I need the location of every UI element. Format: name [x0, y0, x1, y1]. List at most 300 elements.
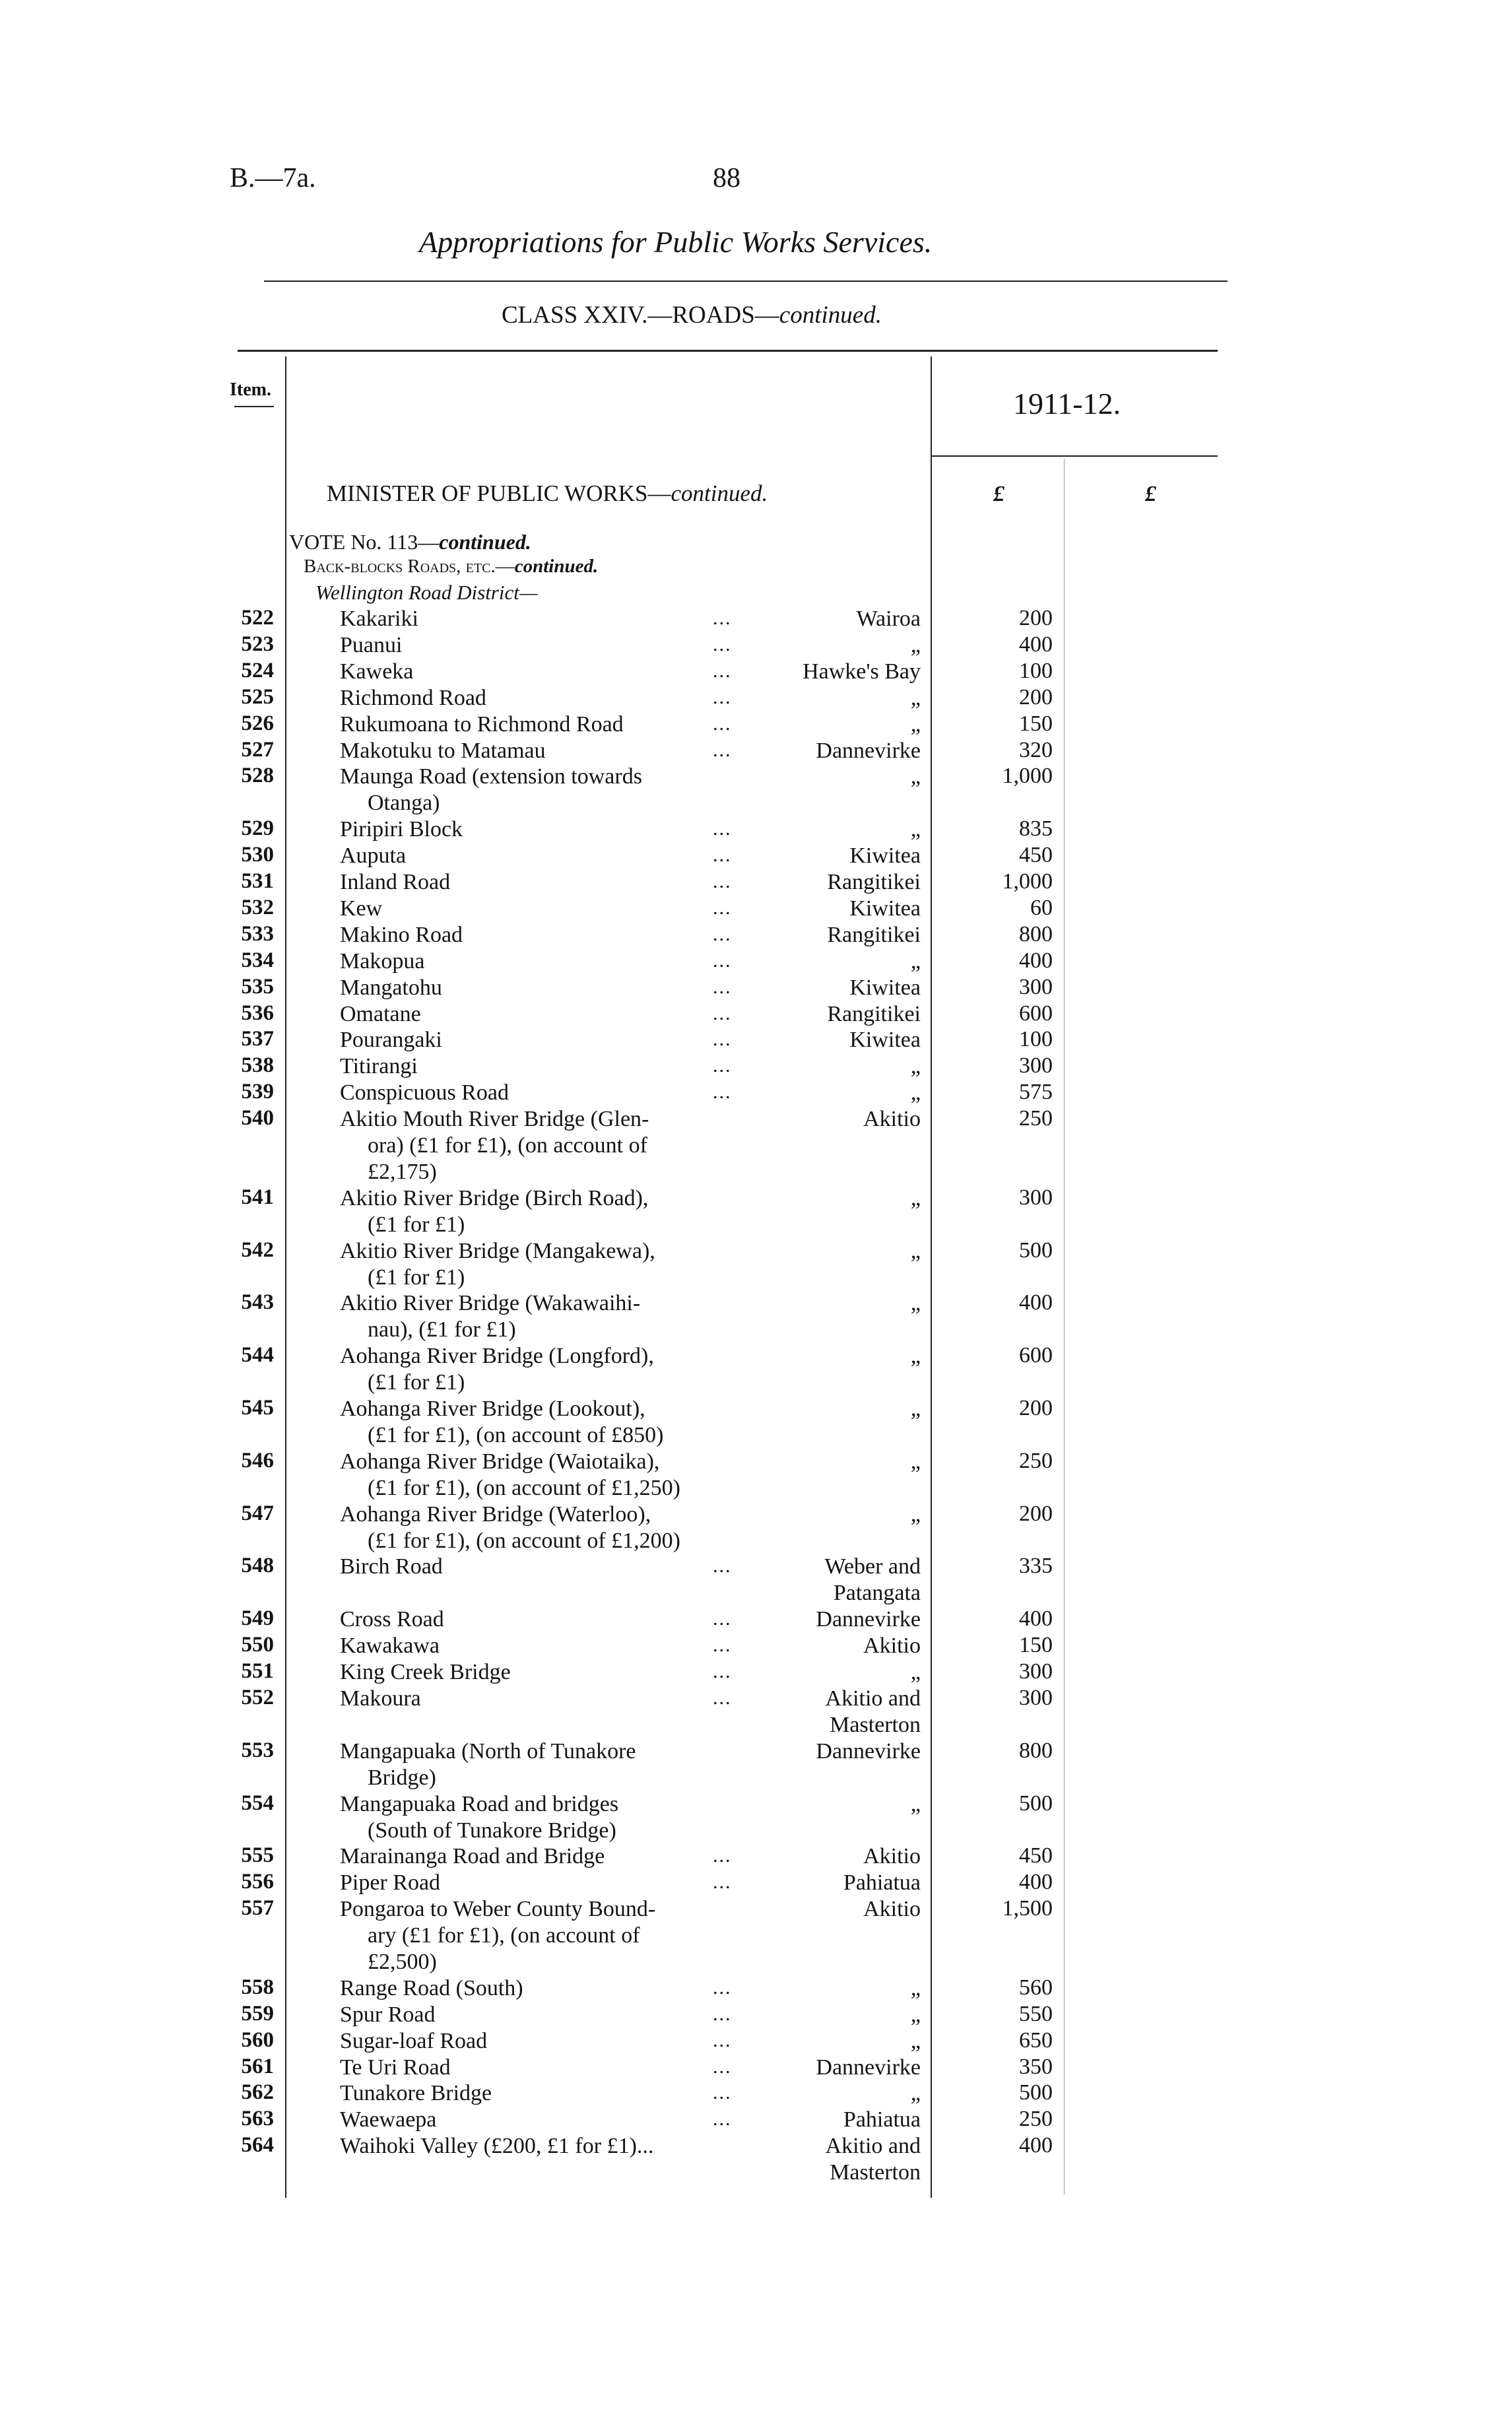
- district-line: „: [910, 1344, 921, 1369]
- item-number: 535: [241, 974, 274, 999]
- item-description: [340, 922, 742, 948]
- description-line: Waewaepa: [340, 2107, 437, 2132]
- item-amount: 575: [1019, 1080, 1053, 1105]
- item-district: [766, 711, 921, 738]
- item-amount: 450: [1019, 843, 1053, 868]
- item-district: [766, 2055, 921, 2081]
- item-amount: 350: [1019, 2054, 1053, 2079]
- item-number: 559: [241, 2001, 274, 2026]
- description-line: Waihoki Valley (£200, £1 for £1)...: [340, 2134, 654, 2159]
- description-line: Aohanga River Bridge (Longford),: [340, 1344, 654, 1369]
- district-line: „: [910, 632, 921, 657]
- item-number: 531: [241, 869, 274, 893]
- item-district: [766, 1659, 921, 1686]
- item-amount: 800: [1019, 1738, 1053, 1763]
- item-amount: 100: [1019, 658, 1053, 683]
- leader-dots: ...: [713, 975, 732, 998]
- description-line: Kaweka: [340, 659, 414, 684]
- item-number: 523: [241, 632, 274, 656]
- item-amount: 400: [1019, 632, 1053, 657]
- leader-dots: ...: [713, 1028, 732, 1051]
- description-line: Akitio River Bridge (Wakawaihi-: [340, 1291, 641, 1316]
- item-amount: 300: [1019, 1659, 1053, 1684]
- description-line: Tunakore Bridge: [340, 2081, 492, 2106]
- item-number: 530: [241, 843, 274, 867]
- description-continuation: (£1 for £1), (on account of £850): [368, 1423, 664, 1447]
- item-number: 533: [241, 921, 274, 946]
- item-description: [340, 659, 742, 685]
- district-line: Akitio and: [825, 1686, 921, 1711]
- district-line: „: [910, 1975, 921, 2000]
- page-number: 88: [713, 163, 740, 193]
- district-line: „: [910, 1238, 921, 1263]
- item-district: [766, 1686, 921, 1738]
- item-number: 544: [241, 1343, 274, 1368]
- leader-dots: ...: [713, 686, 732, 708]
- item-amount: 1,000: [1002, 869, 1053, 894]
- item-district: [766, 1633, 921, 1659]
- item-description: [340, 1080, 742, 1106]
- item-description: [340, 685, 742, 711]
- item-district: [766, 738, 921, 764]
- item-amount: 320: [1019, 737, 1053, 762]
- item-amount: 335: [1019, 1554, 1053, 1579]
- item-amount: 200: [1019, 1501, 1053, 1526]
- item-description: [340, 843, 742, 869]
- description-line: Aohanga River Bridge (Waiotaika),: [340, 1449, 660, 1474]
- item-district: [766, 606, 921, 632]
- item-description: [340, 2133, 742, 2160]
- leader-dots: ...: [713, 871, 732, 892]
- description-line: Aohanga River Bridge (Lookout),: [340, 1397, 645, 1421]
- district-line: „: [910, 1185, 921, 1210]
- description-line: Omatane: [340, 1001, 421, 1026]
- description-line: Titirangi: [340, 1054, 418, 1079]
- item-description: [340, 1343, 742, 1396]
- amount-column-rule: [931, 356, 932, 2198]
- leader-dots: ...: [713, 1634, 732, 1657]
- item-number: 550: [241, 1633, 274, 1657]
- item-amount: 550: [1019, 2001, 1053, 2026]
- item-number: 529: [241, 816, 274, 841]
- district-line: Kiwitea: [849, 975, 921, 1000]
- item-number: 557: [241, 1896, 274, 1921]
- item-number: 549: [241, 1606, 274, 1631]
- description-continuation: (£1 for £1), (on account of £1,200): [368, 1528, 680, 1553]
- item-district: [766, 948, 921, 975]
- item-number: 538: [241, 1053, 274, 1078]
- district-line: „: [910, 817, 921, 842]
- item-description: [340, 738, 742, 764]
- description-continuation: £2,500): [368, 1950, 437, 1975]
- leader-dots: ...: [713, 1845, 732, 1867]
- description-continuation: (£1 for £1): [368, 1265, 465, 1290]
- description-line: Akitio River Bridge (Mangakewa),: [340, 1238, 655, 1263]
- item-district: [766, 659, 921, 685]
- item-district: [766, 764, 921, 790]
- item-district: [766, 1449, 921, 1475]
- vote-heading-continued: continued.: [439, 530, 531, 554]
- description-line: Pourangaki: [340, 1028, 442, 1053]
- district-line: Akitio: [863, 1107, 921, 1132]
- class-heading: [502, 301, 882, 329]
- item-district: [766, 896, 921, 922]
- leader-dots: ...: [713, 659, 732, 682]
- leader-dots: ...: [713, 923, 732, 945]
- item-description: [340, 1554, 742, 1580]
- description-line: Puanui: [340, 632, 403, 657]
- item-district: [766, 2028, 921, 2055]
- item-amount: 100: [1019, 1027, 1053, 1052]
- description-line: Conspicuous Road: [340, 1080, 509, 1106]
- item-number: 526: [241, 711, 274, 735]
- item-district: [766, 869, 921, 896]
- item-amount: 400: [1019, 948, 1053, 973]
- leader-dots: ...: [713, 633, 732, 655]
- item-column-header: Item.: [230, 380, 271, 400]
- item-header-underline: [234, 406, 274, 407]
- item-district: [766, 1791, 921, 1818]
- item-district: [766, 1106, 921, 1133]
- description-line: Makopua: [340, 948, 425, 974]
- item-amount: 400: [1019, 1290, 1053, 1315]
- description-line: Makoura: [340, 1686, 421, 1711]
- leader-dots: ...: [713, 2029, 732, 2051]
- description-line: Kawakawa: [340, 1634, 440, 1659]
- district-line: „: [910, 1397, 921, 1421]
- item-district: [766, 1080, 921, 1106]
- item-description: [340, 2055, 742, 2081]
- description-line: Inland Road: [340, 870, 451, 894]
- item-amount: 600: [1019, 1001, 1053, 1026]
- item-description: [340, 1686, 742, 1712]
- item-description: [340, 1185, 742, 1238]
- item-number: 542: [241, 1238, 274, 1262]
- district-line: „: [910, 764, 921, 789]
- item-description: [340, 896, 742, 922]
- item-description: [340, 632, 742, 659]
- description-line: Maunga Road (extension towards: [340, 764, 642, 789]
- item-number: 551: [241, 1659, 274, 1683]
- district-line: „: [910, 2028, 921, 2053]
- district-line: „: [910, 1054, 921, 1079]
- description-line: Makotuku to Matamau: [340, 738, 546, 763]
- leader-dots: ...: [713, 1055, 732, 1077]
- leader-dots: ...: [713, 1686, 732, 1709]
- item-amount: 200: [1019, 684, 1053, 710]
- description-continuation: (£1 for £1): [368, 1212, 465, 1237]
- item-amount: 300: [1019, 1685, 1053, 1710]
- item-number: 547: [241, 1501, 274, 1525]
- item-amount: 560: [1019, 1975, 1053, 2000]
- item-description: [340, 606, 742, 632]
- item-amount: 250: [1019, 1106, 1053, 1131]
- description-continuation: ora) (£1 for £1), (on account of: [368, 1133, 647, 1158]
- district-line: Dannevirke: [816, 1607, 921, 1632]
- item-amount: 450: [1019, 1843, 1053, 1868]
- item-description: [340, 2002, 742, 2028]
- pounds-divider-rule: [1064, 459, 1065, 2194]
- subhead-heading-continued: continued.: [514, 556, 599, 577]
- description-line: King Creek Bridge: [340, 1660, 511, 1684]
- leader-dots: ...: [713, 896, 732, 919]
- description-continuation: Bridge): [368, 1765, 436, 1790]
- description-line: Piripiri Block: [340, 817, 463, 842]
- minister-heading: [327, 480, 768, 507]
- item-amount: 400: [1019, 2133, 1053, 2158]
- item-description: [340, 1238, 742, 1291]
- item-amount: 650: [1019, 2028, 1053, 2053]
- district-heading: Wellington Road District—: [315, 581, 538, 604]
- item-amount: 400: [1019, 1606, 1053, 1632]
- class-heading-text: CLASS XXIV.—ROADS—: [502, 302, 779, 329]
- leader-dots: ...: [713, 2082, 732, 2104]
- item-number: 553: [241, 1738, 274, 1762]
- leader-dots: ...: [713, 1871, 732, 1894]
- district-line: „: [910, 1291, 921, 1316]
- item-district: [766, 1975, 921, 2002]
- year-header-rule: [931, 455, 1218, 457]
- district-line: Masterton: [830, 2160, 921, 2185]
- district-line: „: [910, 1080, 921, 1106]
- item-amount: 800: [1019, 921, 1053, 946]
- description-line: Mangatohu: [340, 975, 442, 1000]
- description-line: Rukumoana to Richmond Road: [340, 711, 624, 737]
- item-amount: 835: [1019, 816, 1053, 842]
- item-number: 548: [241, 1554, 274, 1578]
- district-line: Dannevirke: [816, 2055, 921, 2080]
- leader-dots: ...: [713, 2055, 732, 2078]
- district-line: Weber and: [824, 1554, 921, 1579]
- description-continuation: ary (£1 for £1), (on account of: [368, 1923, 640, 1948]
- minister-heading-continued: continued.: [671, 480, 768, 506]
- item-amount: 500: [1019, 1238, 1053, 1263]
- leader-dots: ...: [713, 1555, 732, 1577]
- item-description: [340, 764, 742, 816]
- item-district: [766, 632, 921, 659]
- district-line: „: [910, 711, 921, 737]
- district-line: Kiwitea: [849, 843, 921, 869]
- item-number: 564: [241, 2133, 274, 2158]
- item-number: 524: [241, 658, 274, 682]
- item-district: [766, 2133, 921, 2186]
- item-description: [340, 1633, 742, 1659]
- district-line: Akitio: [863, 1634, 921, 1659]
- item-amount: 300: [1019, 1185, 1053, 1210]
- item-district: [766, 1290, 921, 1317]
- item-district: [766, 975, 921, 1001]
- district-line: Pahiatua: [843, 2107, 921, 2132]
- description-line: Range Road (South): [340, 1975, 523, 2000]
- item-amount: 300: [1019, 974, 1053, 999]
- item-description: [340, 948, 742, 975]
- title-rule: [264, 280, 1228, 282]
- item-number: 554: [241, 1791, 274, 1815]
- item-amount: 200: [1019, 606, 1053, 630]
- description-line: Spur Road: [340, 2002, 436, 2027]
- description-continuation: (South of Tunakore Bridge): [368, 1818, 616, 1843]
- description-line: Te Uri Road: [340, 2055, 451, 2080]
- description-line: Makino Road: [340, 922, 463, 947]
- description-continuation: Otanga): [368, 791, 440, 816]
- leader-dots: ...: [713, 1608, 732, 1630]
- year-header: 1911-12.: [1013, 387, 1121, 420]
- leader-dots: ...: [713, 2108, 732, 2130]
- district-line: Patangata: [833, 1581, 921, 1606]
- description-line: Mangapuaka Road and bridges: [340, 1791, 619, 1816]
- item-district: [766, 816, 921, 843]
- leader-dots: ...: [713, 1081, 732, 1104]
- description-line: Mangapuaka (North of Tunakore: [340, 1738, 636, 1764]
- item-district: [766, 1843, 921, 1870]
- item-district: [766, 2107, 921, 2133]
- table-top-rule: [238, 350, 1218, 352]
- leader-dots: ...: [713, 1661, 732, 1682]
- item-number: 536: [241, 1001, 274, 1025]
- description-continuation: £2,175): [368, 1160, 437, 1185]
- district-line: Rangitikei: [827, 1001, 921, 1026]
- item-description: [340, 1896, 742, 1975]
- item-amount: 400: [1019, 1870, 1053, 1895]
- item-number: 543: [241, 1290, 274, 1315]
- district-line: Hawke's Bay: [803, 659, 921, 684]
- item-district: [766, 1554, 921, 1606]
- item-number: 528: [241, 764, 274, 788]
- item-description: [340, 1106, 742, 1185]
- item-district: [766, 1396, 921, 1422]
- description-line: Kakariki: [340, 607, 418, 631]
- item-amount: 200: [1019, 1396, 1053, 1420]
- item-number: 525: [241, 684, 274, 709]
- district-line: Pahiatua: [843, 1870, 921, 1896]
- item-district: [766, 1185, 921, 1212]
- description-line: Marainanga Road and Bridge: [340, 1844, 605, 1869]
- item-district: [766, 1502, 921, 1528]
- district-line: Akitio: [863, 1844, 921, 1869]
- item-description: [340, 1027, 742, 1053]
- item-district: [766, 1343, 921, 1370]
- district-line: „: [910, 1449, 921, 1474]
- item-district: [766, 2080, 921, 2107]
- district-line: Rangitikei: [827, 870, 921, 894]
- item-description: [340, 1396, 742, 1449]
- item-description: [340, 1053, 742, 1080]
- description-line: Piper Road: [340, 1870, 441, 1896]
- minister-heading-text: MINISTER OF PUBLIC WORKS—: [327, 480, 671, 506]
- subhead-heading: [304, 556, 598, 578]
- item-description: [340, 1870, 742, 1896]
- item-district: [766, 922, 921, 948]
- leader-dots: ...: [713, 2002, 732, 2025]
- district-line: „: [910, 1660, 921, 1684]
- item-number: 562: [241, 2080, 274, 2105]
- item-number: 537: [241, 1027, 274, 1051]
- leader-dots: ...: [713, 949, 732, 972]
- item-district: [766, 1606, 921, 1633]
- page-reference: B.—7a.: [230, 163, 316, 193]
- district-line: Masterton: [830, 1712, 921, 1737]
- leader-dots: ...: [713, 1002, 732, 1024]
- leader-dots: ...: [713, 739, 732, 761]
- description-line: Akitio River Bridge (Birch Road),: [340, 1185, 649, 1210]
- item-description: [340, 1606, 742, 1633]
- district-line: „: [910, 1791, 921, 1816]
- item-number: 532: [241, 895, 274, 919]
- item-description: [340, 2028, 742, 2055]
- item-district: [766, 1053, 921, 1080]
- item-description: [340, 1502, 742, 1554]
- description-line: Kew: [340, 896, 383, 921]
- page-title: Appropriations for Public Works Services.: [419, 225, 933, 259]
- leader-dots: ...: [713, 818, 732, 840]
- item-district: [766, 1027, 921, 1053]
- district-line: Rangitikei: [827, 922, 921, 947]
- vote-heading: [289, 530, 531, 554]
- item-district: [766, 843, 921, 869]
- item-amount: 600: [1019, 1343, 1053, 1368]
- item-description: [340, 711, 742, 738]
- district-line: Kiwitea: [849, 896, 921, 921]
- item-description: [340, 1001, 742, 1028]
- district-line: Akitio and: [825, 2134, 921, 2159]
- item-description: [340, 816, 742, 843]
- item-column-rule: [285, 356, 286, 2198]
- item-description: [340, 1290, 742, 1343]
- item-number: 540: [241, 1106, 274, 1131]
- class-heading-continued: continued.: [779, 302, 882, 329]
- district-line: Dannevirke: [816, 738, 921, 763]
- item-number: 552: [241, 1685, 274, 1709]
- item-amount: 500: [1019, 2080, 1053, 2105]
- leader-dots: ...: [713, 712, 732, 735]
- item-number: 563: [241, 2107, 274, 2131]
- item-number: 555: [241, 1843, 274, 1868]
- item-district: [766, 1001, 921, 1028]
- item-description: [340, 1791, 742, 1844]
- item-number: 558: [241, 1975, 274, 1999]
- description-continuation: (£1 for £1): [368, 1370, 465, 1395]
- district-line: Dannevirke: [816, 1738, 921, 1764]
- district-line: „: [910, 2081, 921, 2106]
- item-amount: 500: [1019, 1791, 1053, 1816]
- item-number: 539: [241, 1080, 274, 1104]
- item-number: 546: [241, 1448, 274, 1472]
- item-number: 527: [241, 737, 274, 762]
- description-line: Birch Road: [340, 1554, 443, 1579]
- item-district: [766, 1896, 921, 1923]
- item-description: [340, 2107, 742, 2133]
- item-description: [340, 1659, 742, 1686]
- item-number: 534: [241, 948, 274, 972]
- description-line: Akitio Mouth River Bridge (Glen-: [340, 1107, 649, 1132]
- description-line: Sugar-loaf Road: [340, 2028, 488, 2053]
- subhead-heading-text: Back-blocks Roads, etc.—: [304, 556, 515, 577]
- item-district: [766, 2002, 921, 2028]
- item-description: [340, 975, 742, 1001]
- item-amount: 1,500: [1002, 1896, 1053, 1921]
- district-line: Akitio: [863, 1897, 921, 1922]
- description-line: Cross Road: [340, 1607, 444, 1632]
- currency-symbol-estimate: £: [993, 482, 1004, 506]
- description-continuation: (£1 for £1), (on account of £1,250): [368, 1475, 680, 1500]
- description-line: Aohanga River Bridge (Waterloo),: [340, 1502, 651, 1527]
- item-district: [766, 1238, 921, 1265]
- district-line: Kiwitea: [849, 1028, 921, 1053]
- item-description: [340, 1843, 742, 1870]
- vote-heading-text: VOTE No. 113—: [289, 530, 440, 554]
- item-amount: 60: [1030, 895, 1053, 920]
- item-description: [340, 1449, 742, 1502]
